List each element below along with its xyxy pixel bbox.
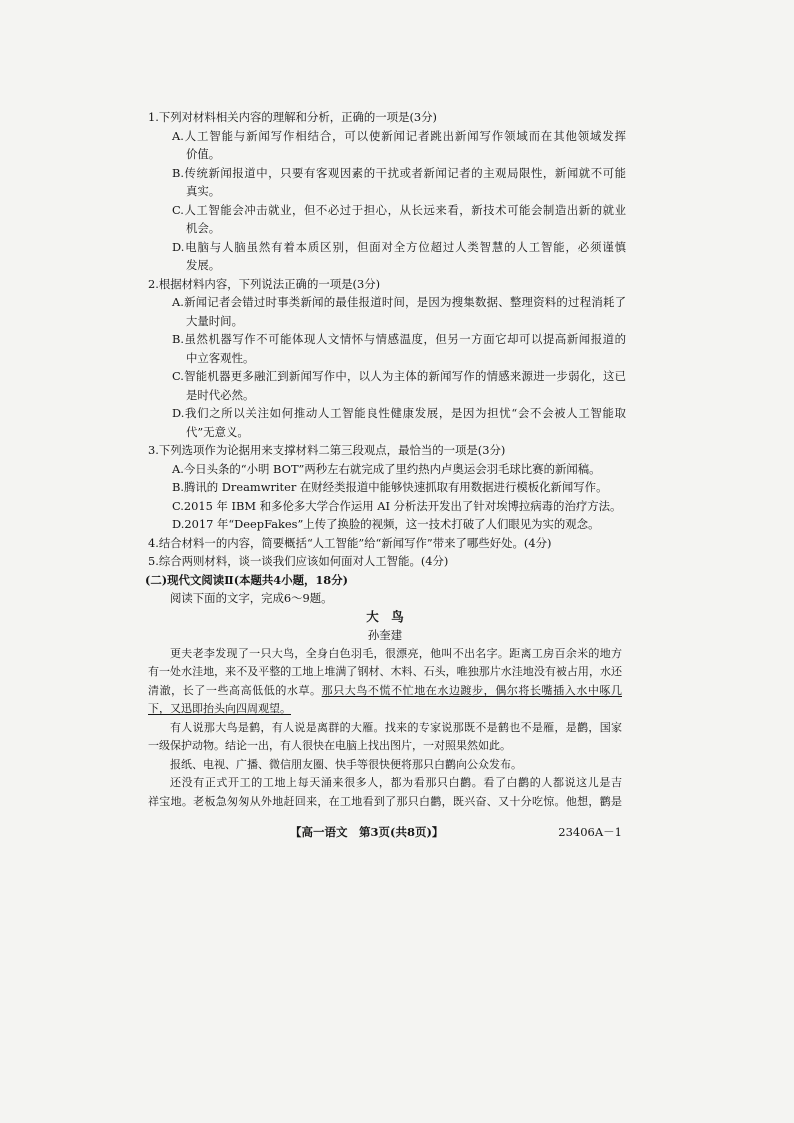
- question-3-stem: 3.下列选项作为论据用来支撑材料二第三段观点，最恰当的一项是(3分): [148, 443, 506, 457]
- passage-plain-text: 清澈，长了一些高高低低的水草。: [148, 683, 322, 697]
- question-2-option-c: C.智能机器更多融汇到新闻写作中，以人为主体的新闻写作的情感来源进一步弱化，这已: [172, 369, 626, 383]
- footer-page-label: 【高一语文 第3页(共8页)】: [290, 825, 444, 839]
- passage-paragraph-3-line: 报纸、电视、广播、微信朋友圈、快手等很快便将那只白鹳向公众发布。: [170, 757, 522, 771]
- question-1-option-b: B.传统新闻报道中，只要有客观因素的干扰或者新闻记者的主观局限性，新闻就不可能: [172, 165, 626, 180]
- question-1-option-d: D.电脑与人脑虽然有着本质区别，但面对全方位超过人类智慧的人工智能，必须谨慎: [172, 239, 626, 254]
- question-1-option-a-cont: 价值。: [186, 147, 221, 161]
- underlined-sentence: 下，又迅即抬头向四周观望。: [148, 702, 291, 715]
- passage-author: 孙奎建: [367, 628, 403, 642]
- section-instruction: 阅读下面的文字，完成6～9题。: [170, 591, 333, 605]
- footer-paper-code: 23406A－1: [558, 825, 622, 839]
- question-4-stem: 4.结合材料一的内容，简要概括“人工智能”给“新闻写作”带来了哪些好处。(4分): [148, 535, 552, 550]
- passage-paragraph-1-line: 有一处水洼地，来不及平整的工地上堆满了钢材、木料、石头，唯独那片水洼地没有被占用，水还: [148, 665, 622, 678]
- passage-paragraph-1-line: 更夫老李发现了一只大鸟，全身白色羽毛，很漂亮，他叫不出名字。距离工房百余米的地方: [170, 646, 622, 660]
- question-1-option-d-cont: 发展。: [186, 258, 221, 272]
- question-3-option-a: A.今日头条的“小明 BOT”两秒左右就完成了里约热内卢奥运会羽毛球比赛的新闻稿。: [172, 461, 601, 476]
- question-3-option-b: B.腾讯的 Dreamwriter 在财经类报道中能够快速抓取有用数据进行模板化新闻写作。: [172, 480, 608, 494]
- question-2-option-a-cont: 大量时间。: [186, 313, 243, 328]
- passage-paragraph-2-line: 有人说那大鸟是鹤，有人说是离群的大雁。找来的专家说那既不是鹤也不是雁，是鹳，国家: [170, 720, 622, 734]
- page-content: [0, 108, 794, 811]
- question-3-option-c: C.2015 年 IBM 和多伦多大学合作运用 AI 分析法开发出了针对埃博拉病毒的治疗方法。: [172, 498, 622, 513]
- question-2-option-c-cont: 是时代必然。: [186, 387, 255, 402]
- question-2-option-d: D.我们之所以关注如何推动人工智能良性健康发展，是因为担忧“会不会被人工智能取: [172, 406, 626, 420]
- question-3-option-d: D.2017 年“DeepFakes”上传了换脸的视频，这一技术打破了人们眼见为实的观念。: [172, 517, 600, 531]
- question-1-option-a: A.人工智能与新闻写作相结合，可以使新闻记者跳出新闻写作领域而在其他领域发挥: [172, 128, 626, 143]
- passage-title: 大 鸟: [366, 608, 404, 624]
- passage-paragraph-4-line: 还没有正式开工的工地上每天涌来很多人，都为看那只白鹳。看了白鹳的人都说这儿是吉: [170, 776, 622, 789]
- question-1-option-b-cont: 真实。: [186, 184, 221, 198]
- question-2-option-b: B.虽然机器写作不可能体现人文情怀与情感温度，但另一方面它却可以提高新闻报道的: [172, 332, 626, 346]
- question-1-option-c-cont: 机会。: [186, 221, 221, 235]
- underlined-sentence: 那只大鸟不慌不忙地在水边踱步，偶尔将长嘴插入水中啄几: [321, 683, 622, 697]
- question-2-stem: 2.根据材料内容，下列说法正确的一项是(3分): [148, 276, 381, 291]
- question-2-option-d-cont: 代”无意义。: [186, 424, 249, 439]
- section-heading: (二)现代文阅读Ⅱ(本题共4小题，18分): [145, 572, 349, 587]
- page-footer: [0, 823, 794, 841]
- question-2-option-b-cont: 中立客观性。: [186, 350, 255, 365]
- passage-paragraph-4-line: 祥宝地。老板急匆匆从外地赶回来，在工地看到了那只白鹳，既兴奋、又十分吃惊。他想，鹳是: [148, 794, 622, 808]
- question-1-option-c: C.人工智能会冲击就业，但不必过于担心，从长远来看，新技术可能会制造出新的就业: [172, 202, 626, 217]
- passage-paragraph-2-line: 一级保护动物。结论一出，有人很快在电脑上找出图片，一对照果然如此。: [148, 739, 511, 752]
- question-5-stem: 5.综合两则材料，谈一谈我们应该如何面对人工智能。(4分): [148, 554, 449, 568]
- passage-paragraph-1-line: [148, 700, 622, 719]
- question-2-option-a: A.新闻记者会错过时事类新闻的最佳报道时间，是因为搜集数据、整理资料的过程消耗了: [172, 295, 626, 309]
- question-1-stem: 1.下列对材料相关内容的理解和分析，正确的一项是(3分): [148, 110, 437, 124]
- passage-paragraph-1-line: [148, 682, 622, 701]
